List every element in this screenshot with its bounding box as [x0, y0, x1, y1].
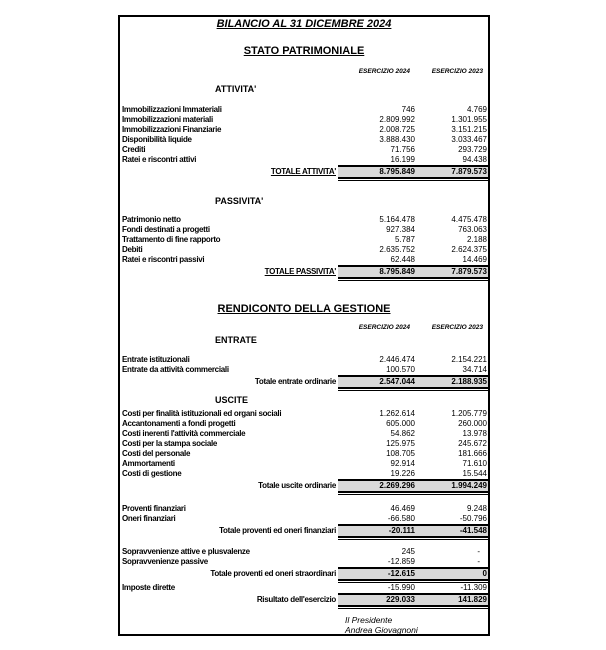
total-row-passivita — [120, 265, 488, 279]
total-value-2024: 2.547.044 — [379, 377, 415, 386]
total-row-finanziari — [120, 524, 488, 538]
value-2024: 2.446.474 — [379, 355, 415, 364]
value-2023: 4.769 — [466, 105, 487, 114]
total-value-2024: 2.269.296 — [379, 481, 415, 490]
value-2023: 763.063 — [458, 225, 487, 234]
value-2024: 605.000 — [386, 419, 415, 428]
column-headers — [120, 67, 488, 76]
value-2024: 746 — [401, 105, 415, 114]
total-value-2023: 7.879.573 — [451, 267, 487, 276]
value-2024: 2.008.725 — [379, 125, 415, 134]
table-row — [120, 105, 488, 115]
row-label: Sopravvenienze passive — [122, 557, 208, 566]
table-row — [120, 449, 488, 459]
value-2023: -50.796 — [459, 514, 487, 523]
total-label: TOTALE PASSIVITA' — [264, 267, 336, 276]
value-2023: - — [477, 547, 480, 556]
value-2024: -66.580 — [387, 514, 415, 523]
total-value-2023: 1.994.249 — [451, 481, 487, 490]
table-row — [120, 504, 488, 514]
value-2024: 5.164.478 — [379, 215, 415, 224]
value-2023: 4.475.478 — [451, 215, 487, 224]
signature-name: Andrea Giovagnoni — [345, 625, 418, 635]
table-row — [120, 459, 488, 469]
table-row — [120, 155, 488, 165]
signature-role: Il Presidente — [345, 615, 393, 625]
value-2023: 3.033.467 — [451, 135, 487, 144]
value-2024: 16.199 — [390, 155, 415, 164]
value-2024: 2.635.752 — [379, 245, 415, 254]
row-label: Immobilizzazioni materiali — [122, 115, 213, 124]
group-header-passivita: PASSIVITA' — [215, 196, 264, 206]
table-row — [120, 514, 488, 524]
table-row — [120, 225, 488, 235]
total-value-2024: -20.111 — [388, 526, 415, 535]
column-header-spacer — [120, 67, 325, 76]
group-header-uscite: USCITE — [215, 395, 249, 405]
value-2023: 2.188 — [466, 235, 487, 244]
value-2023: -11.309 — [460, 583, 487, 592]
row-label: Trattamento di fine rapporto — [122, 235, 221, 244]
col-header-esercizio-2023: ESERCIZIO 2023 — [431, 324, 483, 331]
value-2024: 71.756 — [390, 145, 415, 154]
value-2024: 245 — [401, 547, 415, 556]
value-2024: 46.469 — [390, 504, 415, 513]
table-row — [120, 583, 488, 593]
value-2024: 62.448 — [390, 255, 415, 264]
row-label: Costi del personale — [122, 449, 191, 458]
table-row — [120, 215, 488, 225]
value-2024: 5.787 — [394, 235, 415, 244]
row-label: Costi di gestione — [122, 469, 182, 478]
total-label: Totale uscite ordinarie — [258, 481, 336, 490]
total-values — [338, 567, 488, 581]
total-row-risultato — [120, 593, 488, 607]
finanziari-rows — [120, 504, 488, 524]
table-row — [120, 135, 488, 145]
value-2023: 2.624.375 — [451, 245, 487, 254]
value-2023: - — [477, 557, 480, 566]
row-label: Patrimonio netto — [122, 215, 181, 224]
row-label: Debiti — [122, 245, 143, 254]
total-row-straordinari — [120, 567, 488, 581]
value-2024: 125.975 — [386, 439, 415, 448]
total-row-attivita — [120, 165, 488, 179]
row-label: Proventi finanziari — [122, 504, 186, 513]
value-2023: 14.469 — [462, 255, 487, 264]
table-row — [120, 547, 488, 557]
value-2024: 2.809.992 — [379, 115, 415, 124]
row-label: Costi per la stampa sociale — [122, 439, 218, 448]
row-label: Crediti — [122, 145, 146, 154]
column-headers — [120, 323, 488, 332]
total-values — [338, 375, 488, 389]
value-2023: 181.666 — [458, 449, 487, 458]
table-row — [120, 429, 488, 439]
table-row — [120, 439, 488, 449]
value-2024: 92.914 — [390, 459, 415, 468]
row-label: Sopravvenienze attive e plusvalenze — [122, 547, 250, 556]
row-label: Oneri finanziari — [122, 514, 176, 523]
uscite-rows — [120, 409, 488, 479]
total-value-2024: 229.033 — [386, 595, 415, 604]
value-2023: 9.248 — [466, 504, 487, 513]
signature-block — [120, 615, 488, 635]
total-values — [338, 265, 488, 279]
total-value-2023: 7.879.573 — [451, 167, 487, 176]
value-2023: 1.205.779 — [451, 409, 487, 418]
document-title: BILANCIO AL 31 DICEMBRE 2024 — [216, 18, 392, 30]
column-header-spacer — [120, 323, 325, 332]
value-2024: -12.859 — [387, 557, 415, 566]
row-label: Disponibilità liquide — [122, 135, 192, 144]
group-header-attivita: ATTIVITA' — [215, 84, 257, 94]
value-2024: 1.262.614 — [379, 409, 415, 418]
passivita-rows — [120, 215, 488, 265]
total-values — [338, 524, 488, 538]
value-2024: 3.888.430 — [379, 135, 415, 144]
table-row — [120, 355, 488, 365]
value-2024: 100.570 — [386, 365, 415, 374]
group-header-entrate: ENTRATE — [215, 335, 257, 345]
row-label: Accantonamenti a fondi progetti — [122, 419, 236, 428]
total-value-2024: -12.615 — [387, 569, 415, 578]
col-header-esercizio-2024: ESERCIZIO 2024 — [358, 68, 410, 75]
total-value-2023: 0 — [482, 569, 487, 578]
total-value-2024: 8.795.849 — [379, 267, 415, 276]
total-label: Risultato dell'esercizio — [256, 595, 336, 604]
total-value-2023: 2.188.935 — [451, 377, 487, 386]
row-label: Imposte dirette — [122, 583, 175, 592]
table-row — [120, 365, 488, 375]
imposte-rows — [120, 583, 488, 593]
row-label: Ratei e riscontri passivi — [122, 255, 205, 264]
total-label: Totale proventi ed oneri straordinari — [210, 569, 336, 578]
table-row — [120, 145, 488, 155]
straordinari-rows — [120, 547, 488, 567]
row-label: Entrate da attività commerciali — [122, 365, 229, 374]
col-header-esercizio-2024: ESERCIZIO 2024 — [358, 324, 410, 331]
table-row — [120, 255, 488, 265]
total-value-2024: 8.795.849 — [379, 167, 415, 176]
total-values — [338, 593, 488, 607]
total-row-uscite — [120, 479, 488, 493]
value-2024: 927.384 — [386, 225, 415, 234]
total-value-2023: -41.548 — [459, 526, 487, 535]
value-2024: 19.226 — [390, 469, 415, 478]
value-2023: 260.000 — [458, 419, 487, 428]
table-row — [120, 469, 488, 479]
total-values — [338, 165, 488, 179]
row-label: Immobilizzazioni Finanziarie — [122, 125, 222, 134]
table-row — [120, 557, 488, 567]
value-2024: -15.990 — [387, 583, 415, 592]
row-label: Entrate istituzionali — [122, 355, 190, 364]
value-2023: 94.438 — [462, 155, 487, 164]
entrate-rows — [120, 355, 488, 375]
table-row — [120, 235, 488, 245]
row-label: Immobilizzazioni Immateriali — [122, 105, 222, 114]
col-header-esercizio-2023: ESERCIZIO 2023 — [431, 68, 483, 75]
row-label: Ratei e riscontri attivi — [122, 155, 197, 164]
value-2023: 34.714 — [462, 365, 487, 374]
value-2023: 1.301.955 — [451, 115, 487, 124]
total-label: Totale entrate ordinarie — [254, 377, 336, 386]
table-row — [120, 419, 488, 429]
row-label: Ammortamenti — [122, 459, 175, 468]
section-title-rendiconto: RENDICONTO DELLA GESTIONE — [217, 303, 391, 315]
table-row — [120, 245, 488, 255]
value-2023: 3.151.215 — [451, 125, 487, 134]
section-title-stato-patrimoniale: STATO PATRIMONIALE — [243, 45, 365, 57]
total-row-entrate — [120, 375, 488, 389]
table-row — [120, 409, 488, 419]
row-label: Costi inerenti l'attività commerciale — [122, 429, 246, 438]
table-row — [120, 125, 488, 135]
attivita-rows — [120, 105, 488, 165]
value-2024: 54.862 — [390, 429, 415, 438]
value-2023: 2.154.221 — [451, 355, 487, 364]
row-label: Fondi destinati a progetti — [122, 225, 210, 234]
document-frame — [118, 15, 490, 636]
total-label: Totale proventi ed oneri finanziari — [219, 526, 336, 535]
value-2023: 71.610 — [462, 459, 487, 468]
row-label: Costi per finalità istituzionali ed organi sociali — [122, 409, 282, 418]
total-value-2023: 141.829 — [458, 595, 487, 604]
value-2024: 108.705 — [386, 449, 415, 458]
total-values — [338, 479, 488, 493]
value-2023: 245.672 — [458, 439, 487, 448]
value-2023: 15.544 — [462, 469, 487, 478]
value-2023: 293.729 — [458, 145, 487, 154]
table-row — [120, 115, 488, 125]
value-2023: 13.978 — [462, 429, 487, 438]
total-label: TOTALE ATTIVITA' — [270, 167, 336, 176]
